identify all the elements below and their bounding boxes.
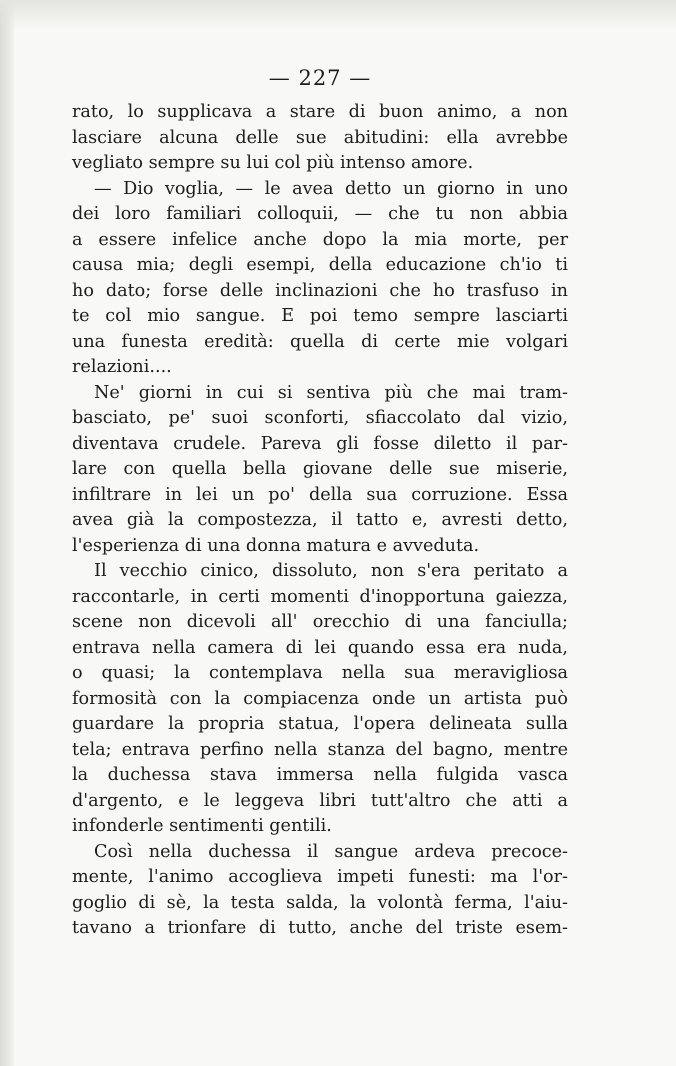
text-line: infiltrare in lei un po' della sua corruzione. Essa: [72, 484, 568, 505]
text-line: lare con quella bella giovane delle sue miserie,: [72, 459, 568, 479]
text-line: ho dato; forse delle inclinazioni che ho trasfuso in: [72, 280, 568, 301]
text-line: Il vecchio cinico, dissoluto, non s'era peritato a: [94, 561, 568, 581]
page-shadow: [0, 0, 676, 30]
text-line: o quasi; la contemplava nella sua meravigliosa: [72, 663, 568, 683]
text-line: una funesta eredità: quella di certe mie volgari: [72, 331, 568, 352]
text-line: — Dio voglia, — le avea detto un giorno in uno: [94, 178, 568, 199]
text-line: avea già la compostezza, il tatto e, avresti detto,: [72, 510, 568, 530]
text-line: entrava nella camera di lei quando essa era nuda,: [72, 637, 568, 658]
text-line: causa mia; degli esempi, della educazione ch'io ti: [72, 255, 568, 275]
binding-edge: [0, 0, 14, 1066]
text-line: relazioni....: [72, 357, 172, 377]
page-number: — 227 —: [268, 66, 372, 90]
text-line: raccontarle, in certi momenti d'inopportuna gaiezza,: [72, 586, 568, 607]
text-line: infonderle sentimenti gentili.: [72, 816, 332, 836]
text-line: tela; entrava perfino nella stanza del bagno, mentre: [72, 739, 568, 760]
text-line: guardare la propria statua, l'opera delineata sulla: [72, 714, 568, 734]
text-line: rato, lo supplicava a stare di buon animo, a non: [72, 102, 568, 122]
text-line: scene non dicevoli all' orecchio di una fanciulla;: [72, 612, 568, 632]
text-line: Ne' giorni in cui si sentiva più che mai tram-: [94, 382, 568, 403]
text-line: tavano a trionfare di tutto, anche del triste esem-: [72, 918, 568, 938]
text-line: basciato, pe' suoi sconforti, sfiaccolato dal vizio,: [72, 408, 568, 428]
text-line: diventava crudele. Pareva gli fosse diletto il par-: [72, 433, 568, 454]
text-line: dei loro familiari colloquii, — che tu non abbia: [72, 204, 568, 224]
text-line: formosità con la compiacenza onde un artista può: [72, 688, 568, 709]
text-line: la duchessa stava immersa nella fulgida vasca: [72, 765, 568, 785]
text-line: Così nella duchessa il sangue ardeva precoce-: [94, 841, 568, 862]
body-text: [72, 100, 568, 942]
text-line: vegliato sempre su lui col più intenso amore.: [72, 153, 474, 173]
text-line: a essere infelice anche dopo la mia morte, per: [72, 229, 568, 250]
text-line: mente, l'animo accoglieva impeti funesti: ma l'or-: [72, 867, 568, 887]
text-line: te col mio sangue. E poi temo sempre lasciarti: [72, 306, 568, 326]
text-line: l'esperienza di una donna matura e avveduta.: [72, 535, 480, 556]
text-line: goglio di sè, la testa salda, la volontà ferma, l'aiu-: [72, 892, 568, 913]
text-line: d'argento, e le leggeva libri tutt'altro che atti a: [72, 790, 568, 811]
text-line: lasciare alcuna delle sue abitudini: ella avrebbe: [72, 127, 568, 148]
